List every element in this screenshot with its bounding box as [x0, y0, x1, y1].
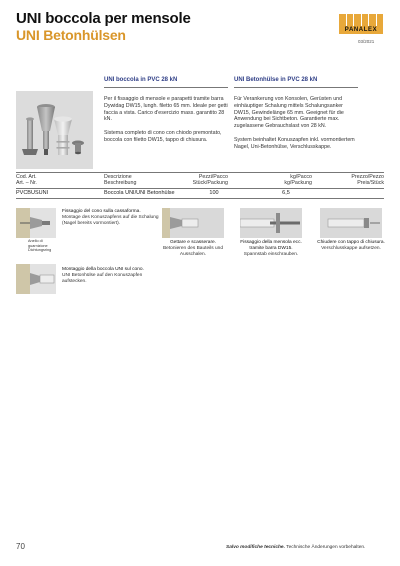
description-de-text-1: Für Verankerung von Konsolen, Gerüsten und einhäuptiger Schalung mittels Schalungsanker DW15, Gewindelänge 65 mm. Geeignet für die Anwendung bei Sichtbeton. Garantierte max. zugelassene Gebrauchslast von 28 kN.: [234, 96, 344, 130]
heading-divider-it: [104, 87, 228, 88]
step1-caption-de: Montage des Konuszapfens auf die Schalung (Nagel bereits vormontiert).: [62, 215, 159, 226]
step4-illustration: [240, 208, 302, 238]
step3-caption-it: Gettare e scasserare.: [169, 240, 217, 245]
step2-illustration: [16, 264, 56, 294]
description-de: [234, 96, 358, 157]
header-code-it: Cod. Art.: [16, 174, 37, 180]
bar-fixing-icon: [240, 208, 302, 238]
table-header-description: [104, 174, 136, 187]
formwork-cone-icon: [16, 208, 56, 238]
cap-closing-icon: [320, 208, 382, 238]
description-de-text-2: System beinhaltet Konuszapfen inkl. vormontiertem Nagel, Uni-Betonhülse, Verschlusskappe.: [234, 136, 355, 150]
step4-caption-de: Spannstab einschrauben.: [243, 252, 299, 257]
section-heading-de: UNI Betonhülse in PVC 28 kN: [234, 77, 318, 83]
header-kg-it: kg/Pacco: [290, 174, 312, 180]
row-kg: 6,5: [282, 190, 290, 196]
step2-caption: [62, 267, 162, 285]
heading-divider-de: [234, 87, 358, 88]
step1-caption: [62, 209, 162, 227]
header-price-it: Prezzo/Pezzo: [351, 174, 384, 180]
row-pieces: 100: [209, 190, 219, 196]
step2-caption-de: UNI Betonhülse auf den Konuszapfen aufstecken.: [62, 273, 143, 284]
header-price-de: Preis/Stück: [357, 180, 384, 187]
table-bottom-rule: [16, 198, 384, 199]
description-it-text-1: Per il fissaggio di mensole e parapetti tramite barra Dywidag DW15, lungh. filetto 65 mm. Ideale per getti faccia a vista. Carico d'esercizio mass. garantito 28 kN.: [104, 96, 228, 123]
step3-caption-de: Betonieren des Bauteils und Ausschalen.: [162, 246, 223, 257]
table-header-pieces: [190, 174, 228, 187]
table-header-rule: [16, 188, 384, 189]
step1-caption-it: Fissaggio del cono sulla cassaforma.: [62, 209, 141, 214]
footer-note-it: Salvo modifiche tecniche.: [226, 545, 285, 550]
header-description-it: Descrizione: [104, 174, 132, 180]
footer-note-de: Technische Änderungen vorbehalten.: [286, 545, 366, 550]
row-description: Boccola UNI/UNI Betonhülse: [104, 190, 175, 196]
header-code-de: Art. – Nr.: [16, 180, 37, 187]
page-subtitle: UNI Betonhülsen: [16, 27, 126, 43]
header-description-de: Beschreibung: [104, 180, 137, 187]
step4-caption: [236, 240, 306, 258]
step5-caption-de: Verschlusskappe aufsetzen.: [321, 246, 381, 251]
logo-grid-icon: [339, 14, 383, 26]
description-it: [104, 96, 228, 150]
brand-logo: [339, 14, 383, 34]
table-header-code: [16, 174, 37, 187]
row-code: PVCBUSUNI: [16, 190, 49, 196]
step1-seal-label: Anello di guarnizione Dichtungsring: [28, 239, 52, 253]
header-pieces-it: Pezzi/Pacco: [198, 174, 228, 180]
step5-caption: [316, 240, 386, 252]
document-code: 03/2021: [358, 39, 375, 44]
sleeve-mount-icon: [16, 264, 56, 294]
table-header-kg: [272, 174, 312, 187]
step3-illustration: [162, 208, 224, 238]
footer-note: [226, 545, 365, 550]
header-kg-de: kg/Packung: [284, 180, 312, 187]
table-header-price: [334, 174, 384, 187]
step1-illustration: [16, 208, 56, 238]
step3-caption: [162, 240, 224, 258]
product-photo: [16, 91, 93, 169]
cone-sleeve-product-icon: [16, 91, 93, 169]
step2-caption-it: Montaggio della boccola UNI sul cono.: [62, 267, 144, 272]
section-heading-it: UNI boccola in PVC 28 kN: [104, 77, 178, 83]
concrete-pour-icon: [162, 208, 224, 238]
description-it-text-2: Sistema completo di cono con chiodo premontato, boccola con filetto DW15, tappo di chiusura.: [104, 129, 222, 143]
page-number: 70: [16, 542, 25, 551]
table-top-rule: [16, 172, 384, 173]
step5-caption-it: Chiudere con tappo di chiusura.: [317, 240, 385, 245]
header-pieces-de: Stück/Packung: [192, 180, 228, 187]
step4-caption-it: Fissaggio della mensola ecc. tramite barra DW15.: [240, 240, 302, 251]
brand-name: PANALEX: [339, 26, 383, 34]
step5-illustration: [320, 208, 382, 238]
page-title: UNI boccola per mensole: [16, 10, 191, 27]
